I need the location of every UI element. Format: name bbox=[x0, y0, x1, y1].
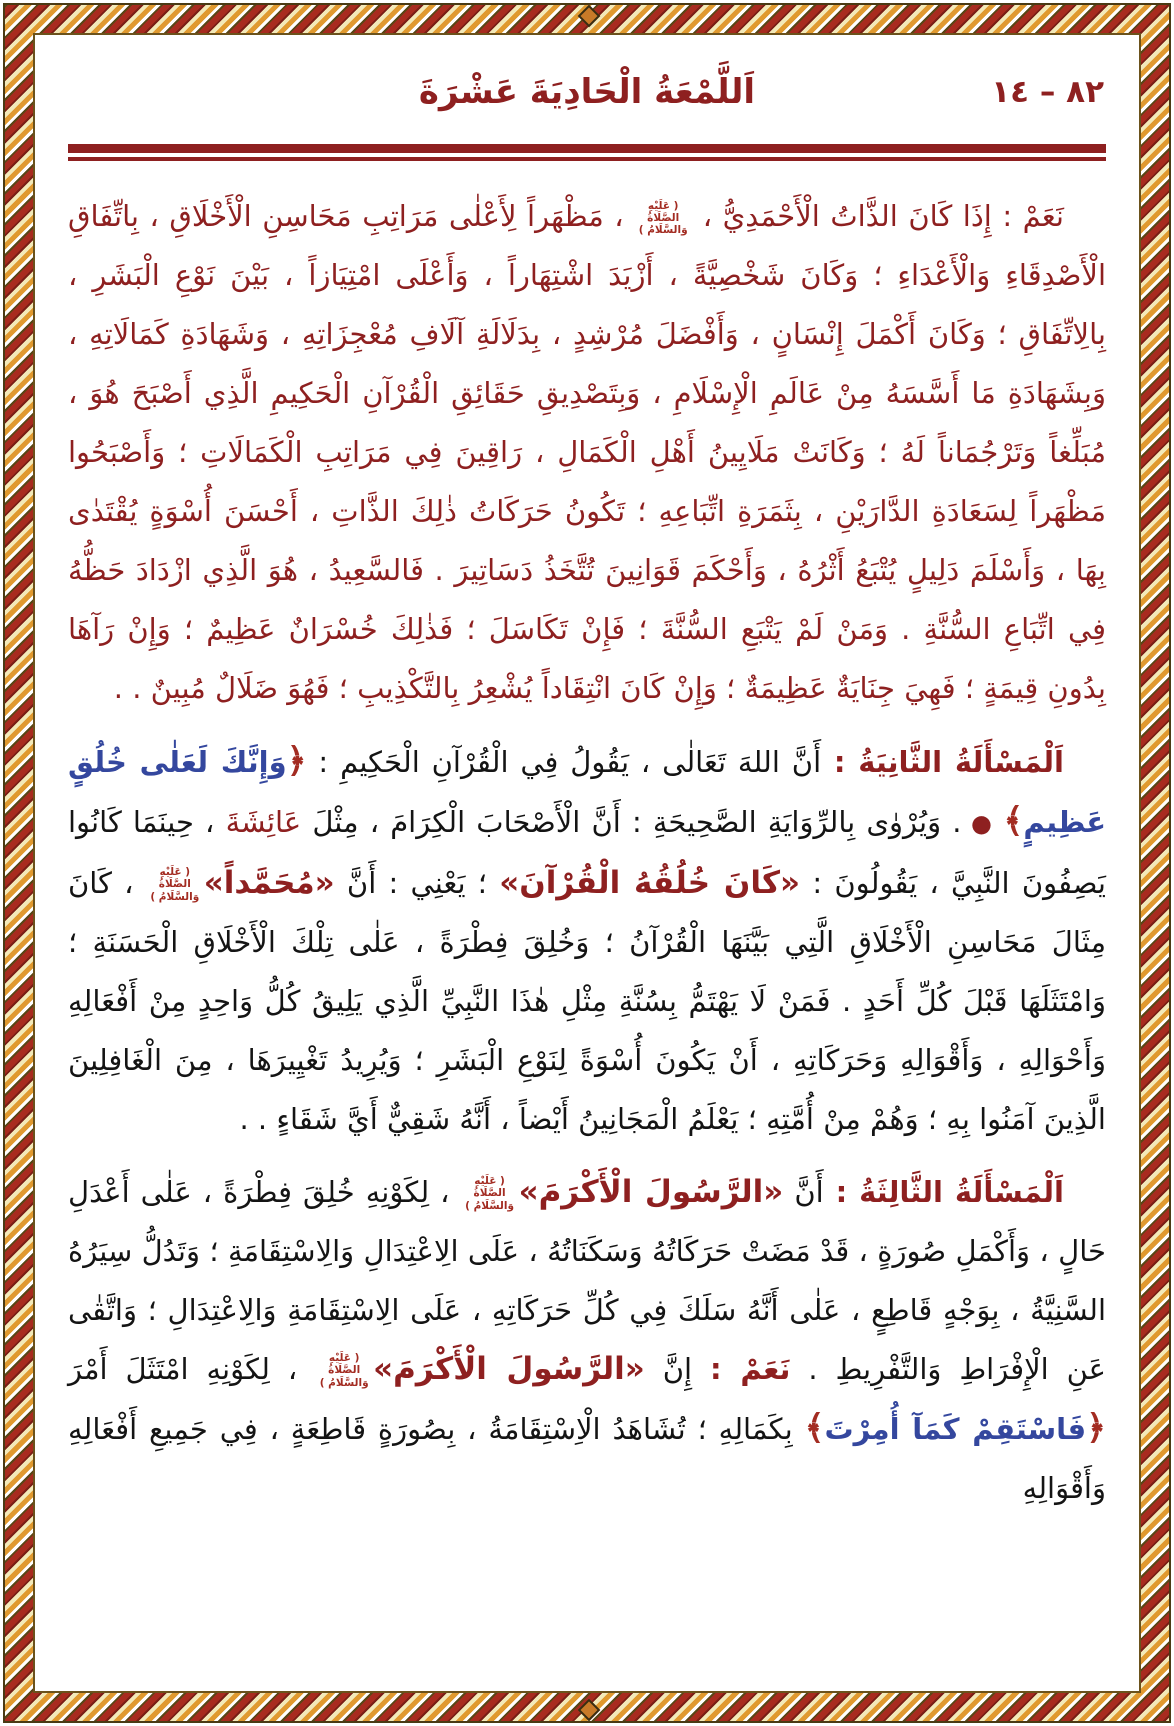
quran-bracket-open-icon: ﴿ bbox=[286, 741, 307, 781]
page-content bbox=[68, 46, 1106, 1680]
text-run: أَنَّ bbox=[783, 1174, 824, 1209]
page-number: ٨٢ – ١٤ bbox=[991, 74, 1104, 110]
text-run: ؛ يَعْنِي : أَنَّ bbox=[334, 865, 500, 900]
text-run: . وَيُرْوٰى بِالرِّوَايَةِ الصَّحِيحَةِ : أَنَّ الْأَصْحَابَ الْكِرَامَ ، مِثْلَ bbox=[301, 805, 962, 839]
section-heading: اَلْمَسْأَلَةُ الثَّانِيَةُ : bbox=[821, 745, 1064, 779]
salawat-emblem: ( عَلَيْهِ الصَّلَاةُ وَالسَّلَامُ ) bbox=[315, 1352, 373, 1388]
text-run: نَعَمْ : إِذَا كَانَ الذَّاتُ الْأَحْمَدِيُّ ، bbox=[692, 199, 1064, 233]
page-header bbox=[68, 58, 1106, 144]
text-run: ، كَانَ مِثَالَ مَحَاسِنِ الْأَخْلَاقِ الَّتِي بَيَّنَهَا الْقُرْآنُ ؛ وَخُلِقَ فِطْرَةً ، عَلٰى تِلْكَ الْأَخْلَاقِ الْحَسَنَةِ ؛ وَامْتَثَلَهَا قَبْلَ كُلِّ أَحَدٍ . فَمَنْ لَا يَهْتَمُّ بِسُنَّةِ مِثْلِ هٰذَا النَّبِيِّ الَّذِي يَلِيقُ كُلُّ وَاحِدٍ مِنْ أَفْعَالِهِ وَأَحْوَالِهِ ، وَأَقْوَالِهِ وَحَرَكَاتِهِ ، أَنْ يَكُونَ أُسْوَةً لِنَوْعِ الْبَشَرِ ؛ وَيُرِيدُ تَغْيِيرَهَا ، مِنَ الْغَافِلِينَ الَّذِينَ آمَنُوا بِهِ ؛ وَهُمْ مِنْ أُمَّتِهِ ؛ يَعْلَمُ الْمَجَانِينُ أَيْضاً ، أَنَّهُ شَقِيٌّ أَيَّ شَقَاءٍ . . bbox=[68, 865, 1106, 1136]
body-text bbox=[68, 187, 1106, 1518]
salawat-emblem: ( عَلَيْهِ الصَّلَاةُ وَالسَّلَامُ ) bbox=[461, 1175, 519, 1211]
quran-bracket-close-icon: ﴾ bbox=[804, 1407, 825, 1448]
header-rule-thin bbox=[68, 157, 1106, 161]
paragraph bbox=[68, 187, 1106, 718]
quran-bracket-open-icon: ﴿ bbox=[1086, 1407, 1106, 1448]
text-run: إِنَّ bbox=[644, 1351, 711, 1386]
text-run: بِكَمَالِهِ ؛ تُشَاهَدُ الْاِسْتِقَامَةُ ، بِصُورَةٍ قَاطِعَةٍ ، فِي جَمِيعِ أَفْعَالِهِ وَأَقْوَالِهِ bbox=[68, 1411, 1106, 1505]
quran-bracket-close-icon: ﴾ bbox=[1003, 801, 1024, 841]
header-rule-thick bbox=[68, 144, 1106, 153]
salawat-emblem: ( عَلَيْهِ الصَّلَاةُ وَالسَّلَامُ ) bbox=[146, 866, 204, 902]
text-run: ، مَظْهَراً لِأَعْلٰى مَرَاتِبِ مَحَاسِنِ الْأَخْلَاقِ ، بِاتِّفَاقِ الْأَصْدِقَاءِ وَالْأَعْدَاءِ ؛ وَكَانَ شَخْصِيَّةً ، أَزْيَدَ اشْتِهَاراً ، وَأَعْلَى امْتِيَازاً ، بَيْنَ نَوْعِ الْبَشَرِ ، بِالِاتِّفَاقِ ؛ وَكَانَ أَكْمَلَ إِنْسَانٍ ، وَأَفْضَلَ مُرْشِدٍ ، بِدَلَالَةِ آلَافِ مُعْجِزَاتِهِ ، وَشَهَادَةِ كَمَالَاتِهِ ، وَبِشَهَادَةِ مَا أَسَّسَهُ مِنْ عَالَمِ الْإِسْلَامِ ، وَبِتَصْدِيقِ حَقَائِقِ الْقُرْآنِ الْحَكِيمِ الَّذِي أَصْبَحَ هُوَ ، مُبَلِّغاً وَتَرْجُمَاناً لَهُ ؛ وَكَانَتْ مَلَايِينُ أَهْلِ الْكَمَالِ ، رَاقِينَ فِي مَرَاتِبِ الْكَمَالَاتِ ؛ وَأَصْبَحُوا مَظْهَراً لِسَعَادَةِ الدَّارَيْنِ ، بِثَمَرَةِ اتِّبَاعِهِ ؛ تَكُونُ حَرَكَاتُ ذٰلِكَ الذَّاتِ ، أَحْسَنَ أُسْوَةٍ يُقْتَدٰى بِهَا ، وَأَسْلَمَ دَلِيلٍ يُتْبَعُ أَثْرُهُ ، وَأَحْكَمَ قَوَانِينَ تُتَّخَذُ دَسَاتِيرَ . فَالسَّعِيدُ ، هُوَ الَّذِي ازْدَادَ حَظُّهُ فِي اتِّبَاعِ السُّنَّةِ . وَمَنْ لَمْ يَتْبَعِ السُّنَّةَ ؛ فَإِنْ تَكَاسَلَ ؛ فَذٰلِكَ خُسْرَانٌ عَظِيمٌ ؛ وَإِنْ رَآهَا بِدُونِ قِيمَةٍ ؛ فَهِيَ جِنَايَةٌ عَظِيمَةٌ ؛ وَإِنْ كَانَ انْتِقَاداً يُشْعِرُ بِالتَّكْذِيبِ ؛ فَهُوَ ضَلَالٌ مُبِينٌ . . bbox=[68, 199, 1106, 705]
section-heading: نَعَمْ : bbox=[710, 1351, 791, 1386]
hadith-quote: «الرَّسُولَ الْأَكْرَمَ» bbox=[518, 1173, 784, 1210]
paragraph bbox=[68, 1163, 1106, 1518]
text-run: ، حِينَمَا كَانُوا يَصِفُونَ النَّبِيَّ ، يَقُولُونَ : bbox=[68, 805, 1106, 900]
paragraph bbox=[68, 732, 1106, 1149]
section-heading: اَلْمَسْأَلَةُ الثَّالِثَةُ : bbox=[823, 1174, 1064, 1209]
hadith-quote: «كَانَ خُلُقُهُ الْقُرْآنَ» bbox=[499, 864, 801, 901]
quran-verse-text: فَاسْتَقِمْ كَمَآ أُمِرْتَ bbox=[824, 1411, 1087, 1446]
verse-rosette-icon: ● bbox=[961, 809, 1004, 838]
text-run: أَنَّ اللهَ تَعَالٰى ، يَقُولُ فِي الْقُرْآنِ الْحَكِيمِ : bbox=[306, 745, 822, 779]
page-title: اَللَّمْعَةُ الْحَادِيَةَ عَشْرَةَ bbox=[418, 72, 756, 112]
text-run: عَائِشَةَ bbox=[225, 805, 302, 839]
hadith-quote: «الرَّسُولَ الْأَكْرَمَ» bbox=[373, 1350, 645, 1387]
salawat-emblem: ( عَلَيْهِ الصَّلَاةُ وَالسَّلَامُ ) bbox=[634, 200, 692, 236]
text-run: ، لِكَوْنِهِ امْتَثَلَ أَمْرَ bbox=[68, 1351, 316, 1386]
quran-verse-text: وَإِنَّكَ لَعَلٰى خُلُقٍ عَظِيمٍ bbox=[68, 745, 1107, 839]
hadith-quote: «مُحَمَّداً» bbox=[203, 864, 335, 901]
text-run: ، لِكَوْنِهِ خُلِقَ فِطْرَةً ، عَلٰى أَعْدَلِ حَالٍ ، وَأَكْمَلِ صُورَةٍ ، قَدْ مَضَتْ حَرَكَاتُهُ وَسَكَنَاتُهُ ، عَلَى الِاعْتِدَالِ وَالِاسْتِقَامَةِ ؛ وَتَدُلُّ سِيَرُهُ السَّنِيَّةُ ، بِوَجْهٍ قَاطِعٍ ، عَلٰى أَنَّهُ سَلَكَ فِي كُلِّ حَرَكَاتِهِ ، عَلَى الِاسْتِقَامَةِ وَالِاعْتِدَالِ ؛ وَاتَّقٰى عَنِ الْإِفْرَاطِ وَالتَّفْرِيطِ . bbox=[68, 1174, 1106, 1386]
